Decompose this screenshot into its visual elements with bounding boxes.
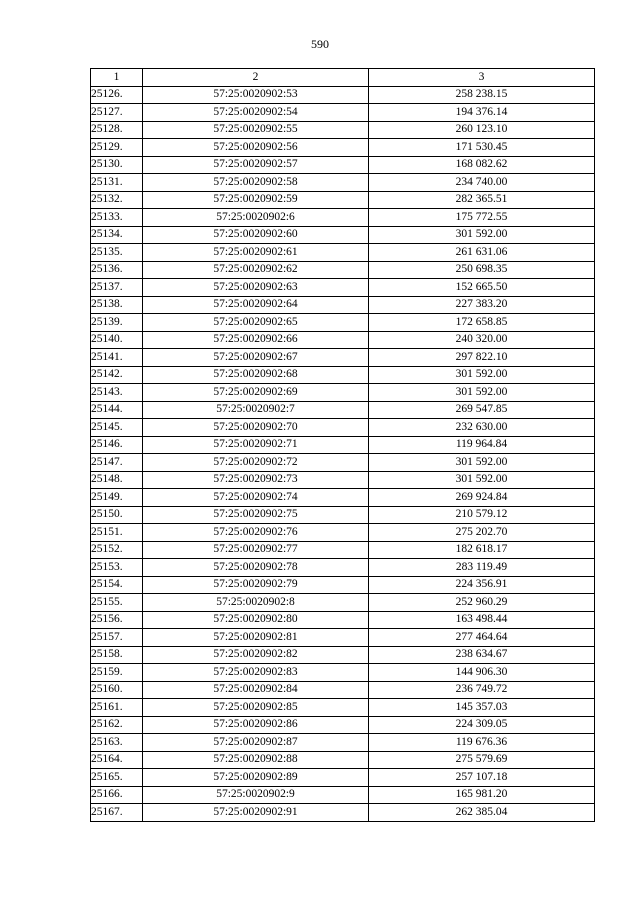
cadastral-number-cell: 57:25:0020902:73: [143, 471, 369, 489]
cadastral-number-cell: 57:25:0020902:79: [143, 576, 369, 594]
cadastral-value-cell: 250 698.35: [369, 261, 595, 279]
cadastral-number-cell: 57:25:0020902:8: [143, 594, 369, 612]
cadastral-number-cell: 57:25:0020902:86: [143, 716, 369, 734]
row-number-cell: 25126.: [91, 86, 143, 104]
cadastral-value-cell: 224 356.91: [369, 576, 595, 594]
cadastral-number-cell: 57:25:0020902:85: [143, 699, 369, 717]
row-number-cell: 25160.: [91, 681, 143, 699]
row-number-cell: 25152.: [91, 541, 143, 559]
row-number-cell: 25151.: [91, 524, 143, 542]
cadastral-number-cell: 57:25:0020902:61: [143, 244, 369, 262]
cadastral-value-cell: 119 676.36: [369, 734, 595, 752]
row-number-cell: 25129.: [91, 139, 143, 157]
table-row: [91, 734, 595, 752]
row-number-cell: 25150.: [91, 506, 143, 524]
cadastral-value-cell: 257 107.18: [369, 769, 595, 787]
cadastral-number-cell: 57:25:0020902:80: [143, 611, 369, 629]
row-number-cell: 25157.: [91, 629, 143, 647]
row-number-cell: 25167.: [91, 804, 143, 822]
cadastral-value-cell: 145 357.03: [369, 699, 595, 717]
row-number-cell: 25145.: [91, 419, 143, 437]
row-number-cell: 25140.: [91, 331, 143, 349]
cadastral-number-cell: 57:25:0020902:62: [143, 261, 369, 279]
cadastral-number-cell: 57:25:0020902:91: [143, 804, 369, 822]
table-row: [91, 121, 595, 139]
cadastral-value-cell: 152 665.50: [369, 279, 595, 297]
cadastral-number-cell: 57:25:0020902:53: [143, 86, 369, 104]
row-number-cell: 25134.: [91, 226, 143, 244]
row-number-cell: 25137.: [91, 279, 143, 297]
cadastral-value-cell: 165 981.20: [369, 786, 595, 804]
cadastral-number-cell: 57:25:0020902:83: [143, 664, 369, 682]
row-number-cell: 25133.: [91, 209, 143, 227]
row-number-cell: 25161.: [91, 699, 143, 717]
cadastral-value-cell: 277 464.64: [369, 629, 595, 647]
table-row: [91, 209, 595, 227]
table-row: [91, 226, 595, 244]
cadastral-value-cell: 301 592.00: [369, 471, 595, 489]
cadastral-value-cell: 258 238.15: [369, 86, 595, 104]
table-row: [91, 436, 595, 454]
table-row: [91, 541, 595, 559]
cadastral-value-cell: 301 592.00: [369, 454, 595, 472]
cadastral-value-cell: 168 082.62: [369, 156, 595, 174]
cadastral-value-cell: 172 658.85: [369, 314, 595, 332]
cadastral-number-cell: 57:25:0020902:70: [143, 419, 369, 437]
cadastral-value-cell: 261 631.06: [369, 244, 595, 262]
table-row: [91, 384, 595, 402]
cadastral-number-cell: 57:25:0020902:59: [143, 191, 369, 209]
table-row: [91, 454, 595, 472]
cadastral-value-cell: 232 630.00: [369, 419, 595, 437]
table-row: [91, 804, 595, 822]
cadastral-value-cell: 262 385.04: [369, 804, 595, 822]
row-number-cell: 25166.: [91, 786, 143, 804]
cadastral-value-cell: 301 592.00: [369, 384, 595, 402]
row-number-cell: 25162.: [91, 716, 143, 734]
cadastral-number-cell: 57:25:0020902:68: [143, 366, 369, 384]
table-row: [91, 191, 595, 209]
table-row: [91, 769, 595, 787]
table-row: [91, 716, 595, 734]
cadastral-value-cell: 224 309.05: [369, 716, 595, 734]
table-row: [91, 174, 595, 192]
cadastral-value-table: [90, 68, 595, 822]
cadastral-number-cell: 57:25:0020902:69: [143, 384, 369, 402]
row-number-cell: 25139.: [91, 314, 143, 332]
cadastral-number-cell: 57:25:0020902:63: [143, 279, 369, 297]
cadastral-value-cell: 182 618.17: [369, 541, 595, 559]
table-row: [91, 279, 595, 297]
table-row: [91, 366, 595, 384]
cadastral-number-cell: 57:25:0020902:67: [143, 349, 369, 367]
cadastral-value-cell: 252 960.29: [369, 594, 595, 612]
column-header-number: 1: [91, 69, 143, 87]
table-row: [91, 401, 595, 419]
table-row: [91, 699, 595, 717]
cadastral-number-cell: 57:25:0020902:84: [143, 681, 369, 699]
cadastral-number-cell: 57:25:0020902:55: [143, 121, 369, 139]
row-number-cell: 25146.: [91, 436, 143, 454]
table-row: [91, 751, 595, 769]
cadastral-value-cell: 171 530.45: [369, 139, 595, 157]
row-number-cell: 25136.: [91, 261, 143, 279]
cadastral-value-cell: 301 592.00: [369, 366, 595, 384]
cadastral-number-cell: 57:25:0020902:88: [143, 751, 369, 769]
row-number-cell: 25163.: [91, 734, 143, 752]
table-row: [91, 471, 595, 489]
cadastral-value-cell: 275 202.70: [369, 524, 595, 542]
row-number-cell: 25144.: [91, 401, 143, 419]
cadastral-value-cell: 227 383.20: [369, 296, 595, 314]
row-number-cell: 25155.: [91, 594, 143, 612]
row-number-cell: 25165.: [91, 769, 143, 787]
row-number-cell: 25156.: [91, 611, 143, 629]
cadastral-value-cell: 301 592.00: [369, 226, 595, 244]
cadastral-number-cell: 57:25:0020902:72: [143, 454, 369, 472]
table-row: [91, 559, 595, 577]
table-row: [91, 646, 595, 664]
row-number-cell: 25138.: [91, 296, 143, 314]
cadastral-value-cell: 238 634.67: [369, 646, 595, 664]
cadastral-value-cell: 144 906.30: [369, 664, 595, 682]
row-number-cell: 25147.: [91, 454, 143, 472]
row-number-cell: 25143.: [91, 384, 143, 402]
cadastral-value-cell: 234 740.00: [369, 174, 595, 192]
row-number-cell: 25153.: [91, 559, 143, 577]
table-body: [91, 86, 595, 821]
table-header: [91, 69, 595, 87]
cadastral-number-cell: 57:25:0020902:66: [143, 331, 369, 349]
table-row: [91, 139, 595, 157]
cadastral-number-cell: 57:25:0020902:89: [143, 769, 369, 787]
row-number-cell: 25141.: [91, 349, 143, 367]
cadastral-number-cell: 57:25:0020902:74: [143, 489, 369, 507]
row-number-cell: 25130.: [91, 156, 143, 174]
row-number-cell: 25154.: [91, 576, 143, 594]
cadastral-number-cell: 57:25:0020902:71: [143, 436, 369, 454]
cadastral-number-cell: 57:25:0020902:82: [143, 646, 369, 664]
row-number-cell: 25158.: [91, 646, 143, 664]
table-row: [91, 506, 595, 524]
cadastral-value-cell: 283 119.49: [369, 559, 595, 577]
cadastral-number-cell: 57:25:0020902:64: [143, 296, 369, 314]
row-number-cell: 25135.: [91, 244, 143, 262]
table-row: [91, 524, 595, 542]
row-number-cell: 25164.: [91, 751, 143, 769]
cadastral-value-cell: 297 822.10: [369, 349, 595, 367]
table-row: [91, 611, 595, 629]
cadastral-value-cell: 269 924.84: [369, 489, 595, 507]
table-row: [91, 156, 595, 174]
cadastral-number-cell: 57:25:0020902:75: [143, 506, 369, 524]
row-number-cell: 25128.: [91, 121, 143, 139]
table-row: [91, 594, 595, 612]
header-row: [91, 69, 595, 87]
row-number-cell: 25159.: [91, 664, 143, 682]
cadastral-number-cell: 57:25:0020902:58: [143, 174, 369, 192]
cadastral-number-cell: 57:25:0020902:56: [143, 139, 369, 157]
cadastral-number-cell: 57:25:0020902:60: [143, 226, 369, 244]
table-row: [91, 104, 595, 122]
cadastral-number-cell: 57:25:0020902:7: [143, 401, 369, 419]
cadastral-value-cell: 275 579.69: [369, 751, 595, 769]
table-row: [91, 244, 595, 262]
cadastral-number-cell: 57:25:0020902:54: [143, 104, 369, 122]
table-row: [91, 681, 595, 699]
cadastral-value-cell: 260 123.10: [369, 121, 595, 139]
cadastral-number-cell: 57:25:0020902:78: [143, 559, 369, 577]
cadastral-value-cell: 194 376.14: [369, 104, 595, 122]
cadastral-value-cell: 236 749.72: [369, 681, 595, 699]
row-number-cell: 25149.: [91, 489, 143, 507]
table-row: [91, 349, 595, 367]
cadastral-value-cell: 240 320.00: [369, 331, 595, 349]
cadastral-number-cell: 57:25:0020902:81: [143, 629, 369, 647]
table-row: [91, 786, 595, 804]
table-row: [91, 331, 595, 349]
cadastral-number-cell: 57:25:0020902:76: [143, 524, 369, 542]
cadastral-number-cell: 57:25:0020902:77: [143, 541, 369, 559]
table-row: [91, 576, 595, 594]
cadastral-number-cell: 57:25:0020902:65: [143, 314, 369, 332]
table-row: [91, 419, 595, 437]
row-number-cell: 25142.: [91, 366, 143, 384]
table-row: [91, 664, 595, 682]
cadastral-value-cell: 282 365.51: [369, 191, 595, 209]
row-number-cell: 25132.: [91, 191, 143, 209]
page-number: 590: [311, 37, 329, 51]
table-row: [91, 314, 595, 332]
cadastral-number-cell: 57:25:0020902:57: [143, 156, 369, 174]
table-row: [91, 629, 595, 647]
cadastral-value-cell: 210 579.12: [369, 506, 595, 524]
row-number-cell: 25127.: [91, 104, 143, 122]
column-header-cadastral-number: 2: [143, 69, 369, 87]
row-number-cell: 25148.: [91, 471, 143, 489]
table-row: [91, 261, 595, 279]
cadastral-number-cell: 57:25:0020902:87: [143, 734, 369, 752]
row-number-cell: 25131.: [91, 174, 143, 192]
cadastral-number-cell: 57:25:0020902:9: [143, 786, 369, 804]
cadastral-value-cell: 175 772.55: [369, 209, 595, 227]
cadastral-value-cell: 119 964.84: [369, 436, 595, 454]
table-row: [91, 489, 595, 507]
table-row: [91, 296, 595, 314]
cadastral-value-cell: 269 547.85: [369, 401, 595, 419]
cadastral-value-cell: 163 498.44: [369, 611, 595, 629]
cadastral-number-cell: 57:25:0020902:6: [143, 209, 369, 227]
column-header-value: 3: [369, 69, 595, 87]
table-row: [91, 86, 595, 104]
